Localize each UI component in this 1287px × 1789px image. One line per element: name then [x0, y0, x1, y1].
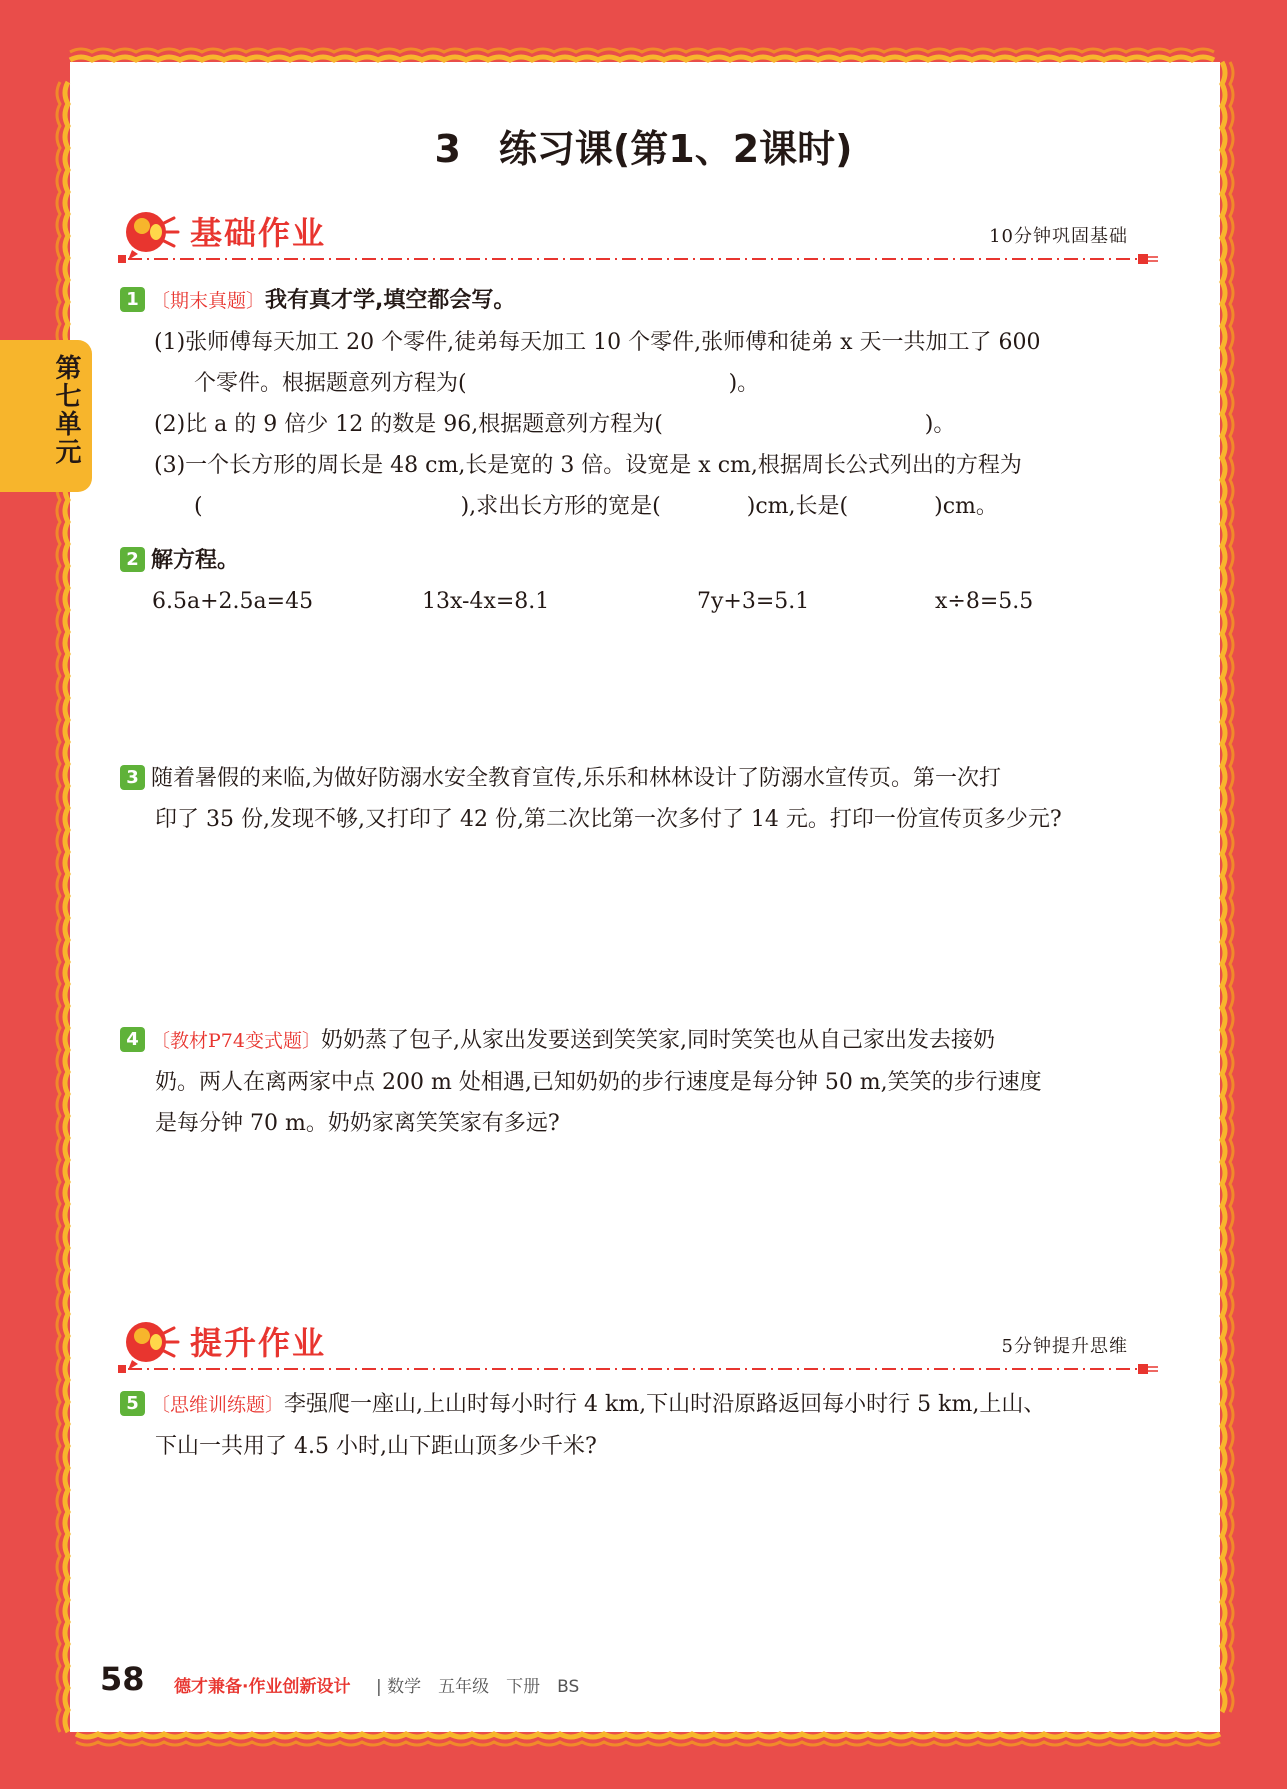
- equation-item: 13x-4x=8.1: [422, 589, 550, 614]
- section-tagline: 10分钟巩固基础: [989, 226, 1128, 247]
- equation-row: [120, 581, 1160, 622]
- q1-part1-line1: (1)张师傅每天加工 20 个零件,徒弟每天加工 10 个零件,张师傅和徒弟 x 天一共加工了 600: [154, 330, 1041, 355]
- question-number-badge: 1: [120, 287, 145, 312]
- q1-part3-text-length: )cm,长是(: [746, 494, 849, 519]
- dash-dot-rule: [118, 1362, 1158, 1376]
- question-text-line: 奶奶蒸了包子,从家出发要送到笑笑家,同时笑笑也从自己家出发去接奶: [320, 1028, 995, 1053]
- page-title: 3 练习课(第1、2课时): [434, 127, 853, 171]
- q1-part2-close: )。: [924, 412, 956, 437]
- q1-part1-text: 个零件。根据题意列方程为(: [194, 371, 467, 396]
- question-4: [120, 1020, 1160, 1144]
- question-tag: 〔思维训练题〕: [151, 1394, 285, 1416]
- q1-part2-text: (2)比 a 的 9 倍少 12 的数是 96,根据题意列方程为(: [154, 412, 663, 437]
- question-1: [120, 280, 1160, 527]
- equation-item: 6.5a+2.5a=45: [152, 589, 314, 614]
- question-number-badge: 4: [120, 1027, 145, 1052]
- q1-part3-line1: (3)一个长方形的周长是 48 cm,长是宽的 3 倍。设宽是 x cm,根据周长公式列出的方程为: [154, 453, 1022, 478]
- page-number: 58: [100, 1660, 145, 1698]
- question-heading: 我有真才学,填空都会写。: [265, 288, 516, 313]
- dash-dot-rule: [118, 252, 1158, 266]
- unit-tab: [0, 340, 92, 492]
- question-text-line: 李强爬一座山,上山时每小时行 4 km,下山时沿原路返回每小时行 5 km,上山、: [284, 1392, 1046, 1417]
- equation-item: 7y+3=5.1: [697, 589, 810, 614]
- question-3: [120, 758, 1160, 840]
- section-basic-header: [118, 200, 1158, 272]
- section-title: 提升作业: [190, 1324, 327, 1362]
- question-heading: 解方程。: [151, 548, 240, 573]
- question-tag: 〔期末真题〕: [151, 290, 266, 312]
- question-number-badge: 2: [120, 547, 145, 572]
- book-subtitle: | 数学 五年级 下册 BS: [376, 1677, 580, 1697]
- question-5: [120, 1384, 1160, 1467]
- question-2: [120, 540, 1160, 622]
- unit-label: 第七单元: [51, 354, 81, 466]
- equation-item: x÷8=5.5: [935, 589, 1034, 614]
- question-text-line: 奶。两人在离两家中点 200 m 处相遇,已知奶奶的步行速度是每分钟 50 m,笑笑的步行速度: [155, 1070, 1042, 1095]
- question-text-line: 下山一共用了 4.5 小时,山下距山顶多少千米?: [155, 1434, 597, 1459]
- question-text-line: 印了 35 份,发现不够,又打印了 42 份,第二次比第一次多付了 14 元。打印一份宣传页多少元?: [155, 807, 1062, 832]
- question-tag: 〔教材P74变式题〕: [151, 1030, 321, 1052]
- section-title: 基础作业: [190, 214, 327, 252]
- question-number-badge: 5: [120, 1391, 145, 1416]
- q1-part3-open: (: [194, 494, 203, 519]
- question-text-line: 是每分钟 70 m。奶奶家离笑笑家有多远?: [155, 1111, 560, 1136]
- question-number-badge: 3: [120, 765, 145, 790]
- page-footer: [100, 1660, 1100, 1700]
- section-advanced-header: [118, 1310, 1158, 1382]
- book-title: 德才兼备·作业创新设计: [174, 1677, 351, 1697]
- q1-part3-text-width: ),求出长方形的宽是(: [460, 494, 661, 519]
- q1-part1-close: )。: [728, 371, 760, 396]
- section-tagline: 5分钟提升思维: [1001, 1336, 1128, 1357]
- q1-part3-close: )cm。: [934, 494, 998, 519]
- question-text-line: 随着暑假的来临,为做好防溺水安全教育宣传,乐乐和林林设计了防溺水宣传页。第一次打: [151, 766, 1001, 791]
